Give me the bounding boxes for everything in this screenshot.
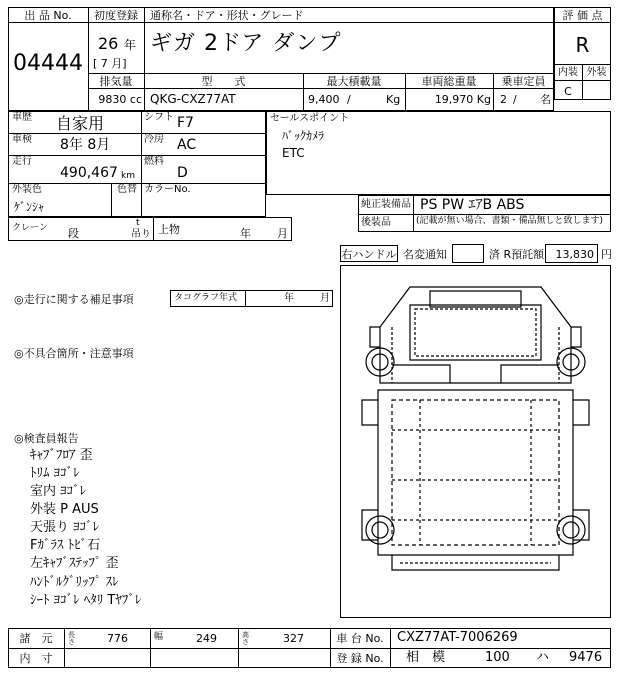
name-change-box — [452, 244, 484, 263]
width: 249 — [196, 632, 217, 645]
displacement-label: 排気量 — [99, 75, 133, 88]
crane-dan: 段 — [68, 227, 79, 240]
aftermarket-label: 後装品 — [361, 217, 391, 228]
details-box — [8, 111, 266, 217]
name-change-label: 名変通知 — [403, 248, 447, 261]
mileage-label: 走行 — [12, 156, 32, 167]
inspector-item: ﾊﾝﾄﾞﾙｸﾞﾘｯﾌﾟ ｽﾚ — [30, 575, 119, 590]
sales-point-label: セールスポイント — [270, 113, 350, 124]
reg-area: 相 模 — [406, 650, 446, 665]
travel-note-label: ◎走行に関する補足事項 — [14, 293, 134, 306]
dims-label: 内 寸 — [19, 652, 53, 665]
capacity: 2 — [500, 93, 507, 106]
height: 327 — [283, 632, 304, 645]
length: 776 — [107, 632, 128, 645]
fuel: D — [177, 165, 188, 181]
color-no-label: 色替 — [117, 184, 137, 195]
sales-point-2: ETC — [282, 146, 305, 160]
history: 自家用 — [56, 114, 105, 133]
crane-tsuki: 月 — [277, 227, 288, 240]
first-reg-year-unit: 年 — [124, 38, 137, 52]
inspection: 8年 8月 — [60, 137, 111, 153]
gross-weight: 19,970 Kg — [434, 93, 491, 106]
interior-grade: C — [564, 85, 572, 98]
chassis: CXZ77AT-7006269 — [397, 630, 518, 645]
history-label: 車歴 — [12, 112, 32, 123]
inspector-item: Fｶﾞﾗｽ ﾄﾋﾞ石 — [30, 538, 101, 553]
inspector-item: 左ｷｬﾌﾞｽﾃｯﾌﾟ 歪 — [30, 556, 119, 571]
first-reg-label: 初度登録 — [94, 9, 138, 22]
lot-no-label: 出 品 No. — [24, 9, 72, 22]
crane-joki: 上物 — [158, 223, 180, 236]
capacity-unit: 名 — [540, 93, 551, 106]
color-code-label: カラーNo. — [144, 184, 191, 195]
equipment-label: 純正装備品 — [361, 199, 411, 210]
height-label: 高さ — [242, 631, 249, 646]
inspector-item: 外装 P AUS — [30, 502, 99, 517]
recycle-label: 済 R預託額 — [489, 248, 545, 261]
shift: F7 — [177, 115, 194, 131]
max-load: 9,400 — [308, 93, 340, 106]
model: QKG-CXZ77AT — [150, 92, 236, 106]
lot-no: 04444 — [13, 51, 83, 76]
ac-label: 冷房 — [144, 134, 164, 145]
reg-number: 9476 — [569, 650, 603, 665]
crane-tsuri: 吊り — [131, 229, 151, 240]
model-label: 型 式 — [201, 75, 246, 88]
inspection-label: 車検 — [12, 134, 32, 145]
aftermarket-note: (記載が無い場合、書類・備品無しと致します) — [416, 216, 604, 226]
shift-label: シフト — [144, 112, 174, 123]
inspector-item: 室内 ﾖｺﾞﾚ — [30, 484, 87, 499]
inspector-item: 天張り ﾖｺﾞﾚ — [30, 520, 100, 535]
max-load-label: 最大積載量 — [326, 75, 382, 88]
interior-label: 内装 — [558, 67, 578, 78]
width-label: 幅 — [154, 632, 164, 642]
inspector-item: ｼｰﾄ ﾖｺﾞﾚ ﾍﾀﾘ Tﾔﾌﾞﾚ — [30, 593, 142, 608]
capacity-slash: / — [513, 93, 517, 106]
name-label: 通称名・ドア・形状・グレード — [150, 9, 304, 22]
crane-t: t — [136, 218, 140, 228]
inspector-label: ◎検査員報告 — [14, 432, 79, 445]
first-reg-year: 26 — [98, 34, 119, 53]
length-label: 長さ — [68, 631, 75, 646]
first-reg-month: [ 7 月] — [93, 57, 127, 70]
model-name: ギガ 2ドア ダンプ — [150, 31, 342, 56]
defects-label: ◎不具合箇所・注意事項 — [14, 347, 134, 360]
recycle-amount: 13,830 — [555, 248, 594, 261]
recycle-unit: 円 — [601, 248, 612, 261]
max-load-unit: Kg — [386, 93, 401, 106]
chassis-label: 車 台 No. — [336, 632, 384, 645]
exterior-label: 外装 — [586, 67, 607, 78]
sales-point-1: ﾊﾞｯｸｶﾒﾗ — [282, 129, 325, 143]
max-load-slash: / — [347, 93, 351, 106]
mileage-unit: km — [121, 171, 135, 181]
capacity-label: 乗車定員 — [501, 75, 546, 88]
specs-label: 諸 元 — [19, 632, 53, 645]
reg-label: 登 録 No. — [336, 652, 384, 665]
crane-label: クレーン — [12, 223, 48, 233]
score: R — [575, 33, 590, 57]
gross-weight-label: 車両総重量 — [421, 75, 477, 88]
tachograph-nen: 年 — [284, 293, 294, 304]
tachograph-label: タコグラフ年式 — [174, 293, 238, 303]
mileage: 490,467 — [60, 165, 118, 181]
score-label: 評 価 点 — [562, 9, 603, 22]
equipment: PS PW ｴｱB ABS — [420, 197, 525, 213]
displacement: 9830 cc — [98, 93, 142, 106]
inspector-item: ｷｬﾌﾞﾌﾛｱ 歪 — [30, 448, 93, 463]
reg-class: 100 — [485, 650, 510, 665]
ac: AC — [177, 137, 197, 153]
crane-nen: 年 — [240, 227, 251, 240]
truck-diagram — [340, 265, 611, 618]
fuel-label: 燃料 — [144, 156, 164, 167]
reg-kana: ハ — [536, 650, 550, 665]
color-label: 外装色 — [12, 184, 42, 195]
inspector-item: ﾄﾘﾑ ﾖｺﾞﾚ — [30, 466, 80, 481]
tachograph-tsuki: 月 — [320, 293, 330, 304]
color: ｹﾞﾝｼｬ — [14, 200, 45, 214]
right-handle: 右ハンドル — [341, 248, 397, 261]
